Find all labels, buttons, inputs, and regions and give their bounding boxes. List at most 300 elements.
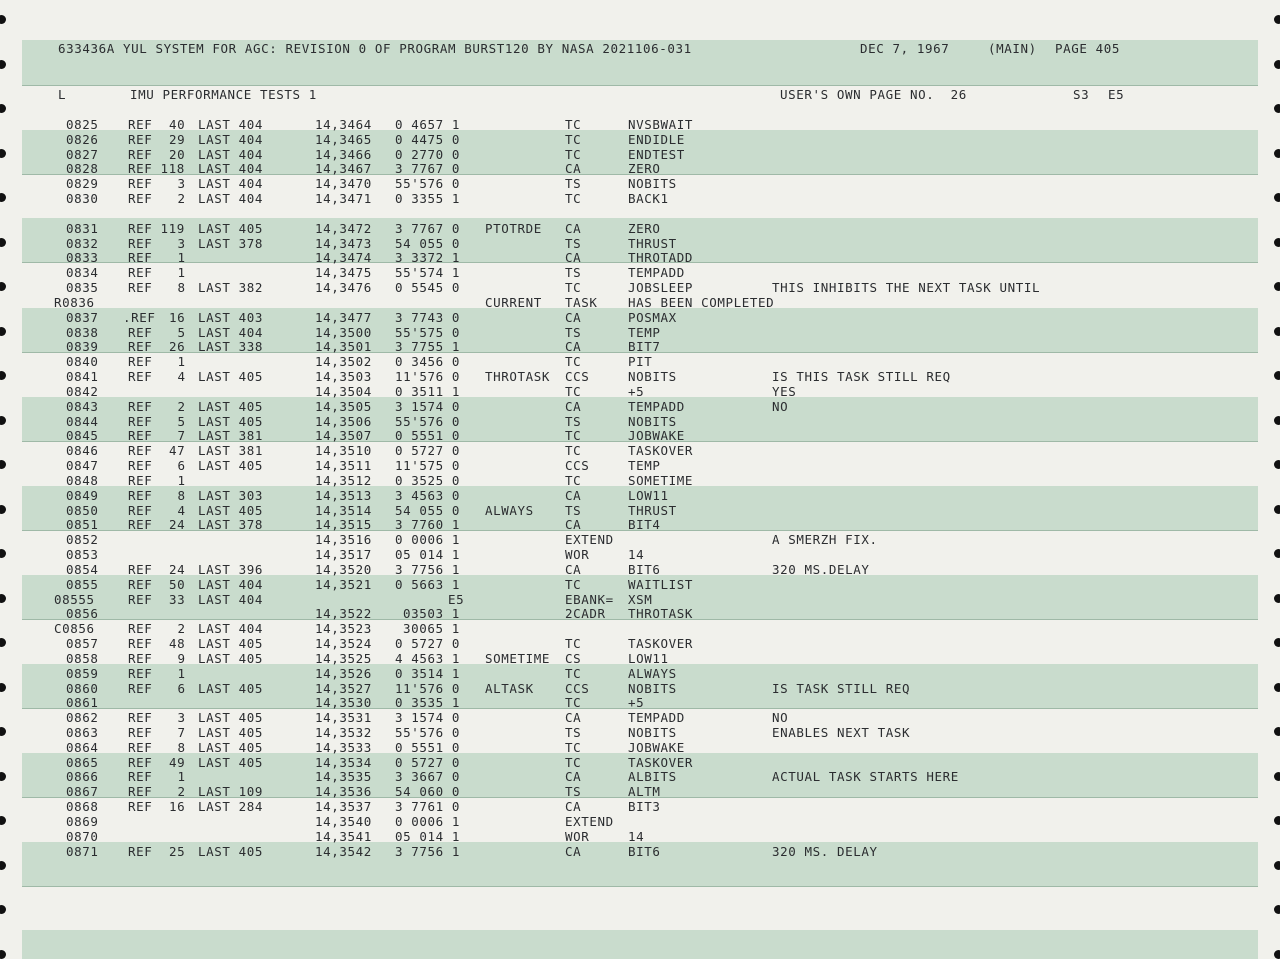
opcode: TC: [565, 428, 582, 443]
operand: TEMPADD: [628, 399, 685, 414]
ref-marker: REF: [128, 666, 153, 681]
address: 14,3534: [315, 755, 372, 770]
perforation-hole: [0, 60, 6, 69]
line-number: 0847: [66, 458, 99, 473]
listing-row: [0, 415, 1280, 429]
listing-row: [0, 148, 1280, 162]
ref-count: 2: [177, 621, 186, 636]
address: 14,3512: [315, 473, 372, 488]
ref-count: 24: [169, 517, 186, 532]
line-number: 0849: [66, 488, 99, 503]
operand: TASKOVER: [628, 755, 694, 770]
opcode: CA: [565, 710, 582, 725]
last-page: LAST 381: [198, 428, 264, 443]
listing-row: [0, 815, 1280, 829]
ref-count: 5: [177, 325, 186, 340]
listing-row: [0, 459, 1280, 473]
ref-count: 118: [160, 161, 185, 176]
operand: +5: [628, 384, 645, 399]
listing-row: [0, 177, 1280, 191]
operand: THROTADD: [628, 250, 694, 265]
last-page: LAST 284: [198, 799, 264, 814]
line-number: 0835: [66, 280, 99, 295]
line-number: 0868: [66, 799, 99, 814]
ref-marker: REF: [128, 473, 153, 488]
object-code: 0 3355 1: [395, 191, 461, 206]
operand: POSMAX: [628, 310, 677, 325]
ref-count: 1: [177, 473, 186, 488]
line-number: 0827: [66, 147, 99, 162]
object-code: 11'575 0: [395, 458, 461, 473]
ref-count: 6: [177, 458, 186, 473]
listing-row: [0, 667, 1280, 681]
ref-count: 8: [177, 488, 186, 503]
address: 14,3523: [315, 621, 372, 636]
header-page: PAGE 405: [1055, 41, 1121, 56]
address: 14,3471: [315, 191, 372, 206]
address: 14,3525: [315, 651, 372, 666]
ref-marker: REF: [128, 844, 153, 859]
operand: ALTM: [628, 784, 661, 799]
line-number: 0845: [66, 428, 99, 443]
object-code: 0 4475 0: [395, 132, 461, 147]
operand: NOBITS: [628, 414, 677, 429]
ref-marker: REF: [128, 414, 153, 429]
address: 14,3505: [315, 399, 372, 414]
object-code: 05 014 1: [395, 547, 461, 562]
last-page: LAST 405: [198, 503, 264, 518]
line-number: 0826: [66, 132, 99, 147]
listing-row: [0, 548, 1280, 562]
last-page: LAST 405: [198, 636, 264, 651]
listing-row: [0, 355, 1280, 369]
label: ALWAYS: [485, 503, 534, 518]
object-code: 0 4657 1: [395, 117, 461, 132]
opcode: CCS: [565, 369, 590, 384]
ref-marker: REF: [128, 784, 153, 799]
object-code: 55'576 0: [395, 725, 461, 740]
listing-row: [0, 118, 1280, 132]
address: 14,3506: [315, 414, 372, 429]
last-page: LAST 378: [198, 236, 264, 251]
listing-row: [0, 785, 1280, 799]
listing-row: [0, 518, 1280, 532]
ref-count: 8: [177, 740, 186, 755]
opcode: TC: [565, 740, 582, 755]
object-code: 55'575 0: [395, 325, 461, 340]
listing-row: [0, 192, 1280, 206]
object-code: 11'576 0: [395, 681, 461, 696]
ref-marker: REF: [128, 354, 153, 369]
last-page: LAST 405: [198, 844, 264, 859]
operand: JOBWAKE: [628, 428, 685, 443]
listing-row: [0, 533, 1280, 547]
object-code: 0 2770 0: [395, 147, 461, 162]
object-code: 0 5551 0: [395, 428, 461, 443]
listing-row: [0, 370, 1280, 384]
operand: WAITLIST: [628, 577, 694, 592]
ref-marker: REF: [128, 651, 153, 666]
listing-row: [0, 578, 1280, 592]
comment: NO: [772, 399, 789, 414]
perforation-hole: [0, 104, 6, 113]
ref-marker: REF: [128, 265, 153, 280]
last-page: LAST 404: [198, 191, 264, 206]
listing-row: [0, 504, 1280, 518]
listing-row: [0, 162, 1280, 176]
listing-row: [0, 296, 1280, 310]
address: 14,3533: [315, 740, 372, 755]
section-title: IMU PERFORMANCE TESTS 1: [130, 87, 317, 102]
ref-marker: REF: [128, 488, 153, 503]
header-date: DEC 7, 1967: [860, 41, 950, 56]
object-code: 0 5663 1: [395, 577, 461, 592]
operand: BACK1: [628, 191, 669, 206]
ref-marker: REF: [128, 176, 153, 191]
ref-marker: REF: [128, 428, 153, 443]
address: 14,3531: [315, 710, 372, 725]
operand: LOW11: [628, 488, 669, 503]
address: 14,3507: [315, 428, 372, 443]
operand: BIT7: [628, 339, 661, 354]
operand: THROTASK: [628, 606, 694, 621]
label: CURRENT: [485, 295, 542, 310]
opcode: CCS: [565, 681, 590, 696]
operand: PIT: [628, 354, 653, 369]
line-number: 0862: [66, 710, 99, 725]
opcode: TC: [565, 117, 582, 132]
line-number: 0870: [66, 829, 99, 844]
address: 14,3524: [315, 636, 372, 651]
last-page: LAST 405: [198, 740, 264, 755]
operand: JOBWAKE: [628, 740, 685, 755]
ref-marker: REF: [128, 799, 153, 814]
line-number: 0863: [66, 725, 99, 740]
opcode: TC: [565, 147, 582, 162]
opcode: TC: [565, 636, 582, 651]
listing-row: [0, 340, 1280, 354]
line-number: R0836: [54, 295, 95, 310]
line-number: 0864: [66, 740, 99, 755]
listing-row: [0, 237, 1280, 251]
address: 14,3537: [315, 799, 372, 814]
ref-count: 20: [169, 147, 186, 162]
ref-count: 26: [169, 339, 186, 354]
object-code: 0 3511 1: [395, 384, 461, 399]
address: 14,3474: [315, 250, 372, 265]
ref-count: 25: [169, 844, 186, 859]
address: 14,3513: [315, 488, 372, 503]
object-code: 0 3456 0: [395, 354, 461, 369]
object-code: 55'574 1: [395, 265, 461, 280]
line-number: 0840: [66, 354, 99, 369]
opcode: CA: [565, 339, 582, 354]
listing-row: [0, 489, 1280, 503]
paper-rule: [22, 886, 1258, 887]
header-s3: S3: [1073, 87, 1090, 102]
object-code: 3 3667 0: [395, 769, 461, 784]
operand: TEMP: [628, 458, 661, 473]
line-number: 0839: [66, 339, 99, 354]
line-number: 0842: [66, 384, 99, 399]
ref-count: 8: [177, 280, 186, 295]
last-page: LAST 405: [198, 458, 264, 473]
opcode: TS: [565, 414, 582, 429]
listing-row: [0, 756, 1280, 770]
opcode: TC: [565, 384, 582, 399]
comment: 320 MS.DELAY: [772, 562, 870, 577]
label: ALTASK: [485, 681, 534, 696]
perforation-hole: [0, 905, 6, 914]
ref-marker: REF: [128, 399, 153, 414]
object-code: 0 5727 0: [395, 755, 461, 770]
object-code: 3 1574 0: [395, 710, 461, 725]
ref-marker: REF: [128, 339, 153, 354]
line-number: 0854: [66, 562, 99, 577]
listing-row: [0, 222, 1280, 236]
opcode: TS: [565, 236, 582, 251]
line-number: 0858: [66, 651, 99, 666]
ref-count: 2: [177, 399, 186, 414]
address: 14,3521: [315, 577, 372, 592]
ref-count: 1: [177, 666, 186, 681]
perforation-hole: [1274, 15, 1280, 24]
address: 14,3477: [315, 310, 372, 325]
object-code: 3 7756 1: [395, 844, 461, 859]
address: 14,3541: [315, 829, 372, 844]
address: 14,3511: [315, 458, 372, 473]
last-page: LAST 405: [198, 414, 264, 429]
perforation-hole: [0, 861, 6, 870]
listing-row: [0, 444, 1280, 458]
line-number: 0831: [66, 221, 99, 236]
object-code: 0 5727 0: [395, 443, 461, 458]
object-code: 3 7755 1: [395, 339, 461, 354]
opcode: TC: [565, 354, 582, 369]
header-title: 633436A YUL SYSTEM FOR AGC: REVISION 0 OF PROGRAM BURST120 BY NASA 2021106-031: [58, 41, 692, 56]
opcode: TASK: [565, 295, 598, 310]
address: 14,3465: [315, 132, 372, 147]
opcode: WOR: [565, 547, 590, 562]
object-code: 3 3372 1: [395, 250, 461, 265]
operand: HAS BEEN COMPLETED: [628, 295, 775, 310]
ref-marker: REF: [128, 458, 153, 473]
address: 14,3504: [315, 384, 372, 399]
opcode: TS: [565, 325, 582, 340]
header-l: L: [58, 87, 67, 102]
opcode: CA: [565, 221, 582, 236]
ref-count: 2: [177, 784, 186, 799]
ref-count: 16: [169, 799, 186, 814]
operand: ZERO: [628, 161, 661, 176]
last-page: LAST 382: [198, 280, 264, 295]
ref-marker: REF: [128, 325, 153, 340]
ref-marker: REF: [128, 369, 153, 384]
listing-row: [0, 652, 1280, 666]
listing-row: [0, 400, 1280, 414]
line-number: 0860: [66, 681, 99, 696]
perforation-hole: [1274, 905, 1280, 914]
object-code: 55'576 0: [395, 414, 461, 429]
comment: THIS INHIBITS THE NEXT TASK UNTIL: [772, 280, 1041, 295]
operand: ENDIDLE: [628, 132, 685, 147]
opcode: TC: [565, 755, 582, 770]
listing-row: [0, 607, 1280, 621]
ref-marker: REF: [128, 755, 153, 770]
object-code: 0 3535 1: [395, 695, 461, 710]
address: 14,3514: [315, 503, 372, 518]
opcode: TS: [565, 725, 582, 740]
listing-row: [0, 845, 1280, 859]
perforation-hole: [1274, 104, 1280, 113]
address: 14,3520: [315, 562, 372, 577]
ref-marker: REF: [128, 725, 153, 740]
listing-row: [0, 711, 1280, 725]
ref-count: 3: [177, 236, 186, 251]
address: 14,3467: [315, 161, 372, 176]
address: 14,3466: [315, 147, 372, 162]
address: 14,3540: [315, 814, 372, 829]
last-page: LAST 405: [198, 221, 264, 236]
operand: 14: [628, 829, 645, 844]
line-number: 0869: [66, 814, 99, 829]
perforation-hole: [1274, 861, 1280, 870]
opcode: CA: [565, 399, 582, 414]
listing-row: [0, 682, 1280, 696]
opcode: TC: [565, 280, 582, 295]
address: 14,3522: [315, 606, 372, 621]
last-page: LAST 404: [198, 117, 264, 132]
opcode: WOR: [565, 829, 590, 844]
perforation-hole: [1274, 60, 1280, 69]
operand: ZERO: [628, 221, 661, 236]
ref-count: 1: [177, 265, 186, 280]
header-main: (MAIN): [988, 41, 1037, 56]
operand: BIT6: [628, 562, 661, 577]
opcode: TC: [565, 695, 582, 710]
perforation-hole: [0, 950, 6, 959]
line-number: 0844: [66, 414, 99, 429]
ref-marker: REF: [128, 250, 153, 265]
address: 14,3526: [315, 666, 372, 681]
listing-row: [0, 326, 1280, 340]
opcode: TC: [565, 666, 582, 681]
address: 14,3500: [315, 325, 372, 340]
ref-count: 7: [177, 428, 186, 443]
last-page: LAST 404: [198, 577, 264, 592]
object-code: 30065 1: [403, 621, 460, 636]
opcode: TC: [565, 443, 582, 458]
listing-row: [0, 593, 1280, 607]
opcode: TS: [565, 265, 582, 280]
operand: NVSBWAIT: [628, 117, 694, 132]
opcode: CS: [565, 651, 582, 666]
comment: YES: [772, 384, 797, 399]
comment: NO: [772, 710, 789, 725]
last-page: LAST 378: [198, 517, 264, 532]
last-page: LAST 381: [198, 443, 264, 458]
address: 14,3532: [315, 725, 372, 740]
listing-row: [0, 281, 1280, 295]
label: SOMETIME: [485, 651, 551, 666]
address: 14,3470: [315, 176, 372, 191]
operand: +5: [628, 695, 645, 710]
listing-row: [0, 251, 1280, 265]
ref-marker: REF: [128, 221, 153, 236]
address: 14,3501: [315, 339, 372, 354]
last-page: LAST 405: [198, 399, 264, 414]
operand: SOMETIME: [628, 473, 694, 488]
line-number: C0856: [54, 621, 95, 636]
opcode: CCS: [565, 458, 590, 473]
object-code: E5: [448, 592, 465, 607]
operand: JOBSLEEP: [628, 280, 694, 295]
listing-row: [0, 266, 1280, 280]
ref-count: 2: [177, 191, 186, 206]
ref-count: 1: [177, 769, 186, 784]
last-page: LAST 405: [198, 681, 264, 696]
listing-row: [0, 622, 1280, 636]
line-number: 0852: [66, 532, 99, 547]
line-number: 0855: [66, 577, 99, 592]
ref-count: 49: [169, 755, 186, 770]
listing-row: [0, 830, 1280, 844]
line-number: 0829: [66, 176, 99, 191]
ref-count: 9: [177, 651, 186, 666]
operand: TEMP: [628, 325, 661, 340]
last-page: LAST 303: [198, 488, 264, 503]
ref-count: 1: [177, 250, 186, 265]
address: 14,3535: [315, 769, 372, 784]
last-page: LAST 405: [198, 725, 264, 740]
last-page: LAST 404: [198, 325, 264, 340]
last-page: LAST 404: [198, 592, 264, 607]
ref-count: 1: [177, 354, 186, 369]
object-code: 3 7767 0: [395, 161, 461, 176]
ref-marker: REF: [128, 132, 153, 147]
last-page: LAST 403: [198, 310, 264, 325]
ref-count: 119: [160, 221, 185, 236]
last-page: LAST 405: [198, 369, 264, 384]
line-number: 0867: [66, 784, 99, 799]
listing-row: [0, 563, 1280, 577]
last-page: LAST 404: [198, 621, 264, 636]
ref-count: 47: [169, 443, 186, 458]
ref-count: 24: [169, 562, 186, 577]
ref-count: 48: [169, 636, 186, 651]
operand: BIT3: [628, 799, 661, 814]
paper-rule: [22, 85, 1258, 86]
operand: LOW11: [628, 651, 669, 666]
green-band: [22, 930, 1258, 959]
operand: BIT4: [628, 517, 661, 532]
address: 14,3542: [315, 844, 372, 859]
address: 14,3527: [315, 681, 372, 696]
label: PTOTRDE: [485, 221, 542, 236]
opcode: 2CADR: [565, 606, 606, 621]
object-code: 11'576 0: [395, 369, 461, 384]
address: 14,3464: [315, 117, 372, 132]
last-page: LAST 405: [198, 710, 264, 725]
object-code: 3 4563 0: [395, 488, 461, 503]
line-number: 0843: [66, 399, 99, 414]
ref-marker: REF: [128, 161, 153, 176]
ref-marker: REF: [128, 769, 153, 784]
object-code: 03503 1: [403, 606, 460, 621]
users-page: USER'S OWN PAGE NO. 26: [780, 87, 967, 102]
object-code: 0 0006 1: [395, 532, 461, 547]
label: THROTASK: [485, 369, 551, 384]
